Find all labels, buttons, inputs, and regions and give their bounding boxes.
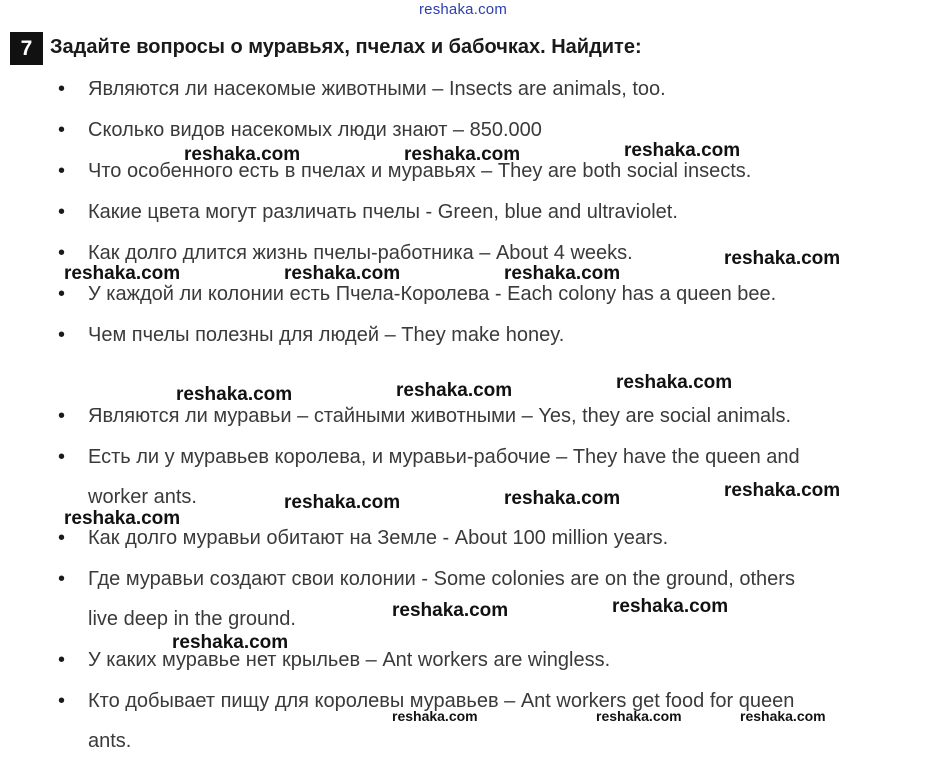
item-line: Как долго длится жизнь пчелы-работника – About 4 weeks. bbox=[88, 242, 633, 264]
bullet-icon: • bbox=[58, 690, 66, 712]
watermark: reshaka.com bbox=[64, 508, 181, 529]
watermark: reshaka.com bbox=[392, 708, 478, 724]
watermark: reshaka.com bbox=[396, 380, 513, 401]
bullet-icon: • bbox=[58, 201, 66, 223]
bullet-icon: • bbox=[58, 283, 66, 305]
bullet-icon: • bbox=[58, 119, 66, 141]
bullet-icon: • bbox=[58, 527, 66, 549]
watermark: reshaka.com bbox=[404, 144, 521, 165]
bullet-icon: • bbox=[58, 242, 66, 264]
item-line: Сколько видов насекомых люди знают – 850.000 bbox=[88, 119, 542, 141]
watermark: reshaka.com bbox=[184, 144, 301, 165]
item-line: Какие цвета могут различать пчелы - Green, blue and ultraviolet. bbox=[88, 201, 678, 223]
bullet-icon: • bbox=[58, 405, 66, 427]
watermark: reshaka.com bbox=[64, 263, 181, 284]
watermark: reshaka.com bbox=[724, 248, 841, 269]
watermark: reshaka.com bbox=[504, 263, 621, 284]
item-line: worker ants. bbox=[88, 486, 197, 508]
item-line: Есть ли у муравьев королева, и муравьи-рабочие – They have the queen and bbox=[88, 446, 800, 468]
watermark: reshaka.com bbox=[392, 600, 509, 621]
bullet-icon: • bbox=[58, 160, 66, 182]
watermark: reshaka.com bbox=[724, 480, 841, 501]
bullet-icon: • bbox=[58, 446, 66, 468]
top-watermark: reshaka.com bbox=[418, 1, 508, 18]
watermark: reshaka.com bbox=[284, 263, 401, 284]
task-title: Задайте вопросы о муравьях, пчелах и бабочках. Найдите: bbox=[50, 36, 642, 58]
watermark: reshaka.com bbox=[612, 596, 729, 617]
item-line: Кто добывает пищу для королевы муравьев – Ant workers get food for queen bbox=[88, 690, 795, 712]
bullet-icon: • bbox=[58, 649, 66, 671]
watermark: reshaka.com bbox=[284, 492, 401, 513]
list-item bbox=[58, 315, 920, 355]
item-line: У каких муравье нет крыльев – Ant workers are wingless. bbox=[88, 649, 611, 671]
list-item bbox=[58, 559, 920, 639]
item-line: Что особенного есть в пчелах и муравьях – They are both social insects. bbox=[88, 160, 752, 182]
bullet-icon: • bbox=[58, 324, 66, 346]
task-number-badge: 7 bbox=[10, 32, 43, 65]
item-line: Являются ли муравьи – стайными животными – Yes, they are social animals. bbox=[88, 405, 792, 427]
item-line: Где муравьи создают свои колонии - Some colonies are on the ground, others bbox=[88, 568, 795, 590]
item-line: У каждой ли колонии есть Пчела-Королева - Each colony has a queen bee. bbox=[88, 283, 777, 305]
watermark: reshaka.com bbox=[172, 632, 289, 653]
watermark: reshaka.com bbox=[740, 708, 826, 724]
item-line: Являются ли насекомые животными – Insects are animals, too. bbox=[88, 78, 666, 100]
watermark: reshaka.com bbox=[624, 140, 741, 161]
watermark: reshaka.com bbox=[176, 384, 293, 405]
bullet-icon: • bbox=[58, 78, 66, 100]
list-item bbox=[58, 192, 920, 232]
watermark: reshaka.com bbox=[596, 708, 682, 724]
watermark: reshaka.com bbox=[616, 372, 733, 393]
item-line: ants. bbox=[88, 730, 132, 752]
watermark: reshaka.com bbox=[504, 488, 621, 509]
item-line: Чем пчелы полезны для людей – They make honey. bbox=[88, 324, 565, 346]
item-line: Как долго муравьи обитают на Земле - About 100 million years. bbox=[88, 527, 669, 549]
bullet-icon: • bbox=[58, 568, 66, 590]
list-item bbox=[58, 69, 920, 109]
item-line: live deep in the ground. bbox=[88, 608, 296, 630]
